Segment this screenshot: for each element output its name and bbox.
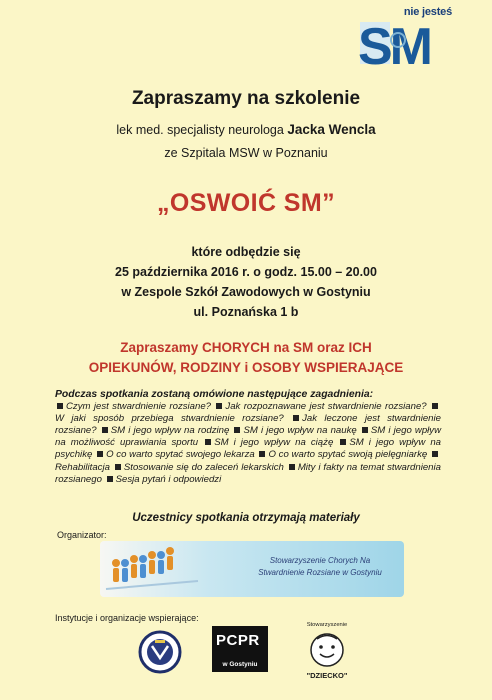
topic-item: O co warto spytać swoją pielęgniarkę (268, 449, 428, 461)
dziecko-logo-top: Stowarzyszenie (306, 622, 348, 628)
topic-item: Czym jest stwardnienie rozsiane? (66, 401, 212, 413)
topic-item: SM i jego wpływ na ciążę (214, 437, 334, 449)
pcpr-logo-text: PCPR (216, 632, 260, 649)
bullet-square-icon (57, 403, 63, 409)
topic-item: Sesja pytań i odpowiedzi (115, 473, 222, 485)
pcpr-logo (212, 626, 268, 672)
speaker-name: Jacka Wencla (287, 122, 376, 137)
nie-jestes-sm-logo (356, 6, 464, 70)
topic-item: SM i jego wpływ na psychikę (55, 437, 441, 461)
topic-item: Jak rozpoznawane jest stwardnienie rozsiane? (225, 401, 427, 413)
bullet-square-icon (216, 403, 222, 409)
event-name: „OSWOIĆ SM” (156, 189, 335, 217)
bullet-square-icon (432, 403, 438, 409)
topics-heading: Podczas spotkania zostaną omówione następujące zagadnienia: (55, 389, 374, 400)
speaker-line (0, 122, 492, 137)
bullet-square-icon (97, 451, 103, 457)
bullet-square-icon (234, 427, 240, 433)
materials-note: Uczestnicy spotkania otrzymają materiały (132, 512, 360, 524)
bullet-square-icon (289, 464, 295, 470)
bullet-square-icon (340, 439, 346, 445)
organizer-name-line-2: Stwardnienie Rozsiane w Gostyniu (258, 568, 382, 577)
organizer-name-line-1: Stowarzyszenie Chorych Na (269, 556, 371, 565)
details-intro: które odbędzie się (191, 245, 301, 259)
bullet-square-icon (102, 427, 108, 433)
svg-text:SM: SM (358, 18, 430, 70)
bullet-square-icon (432, 451, 438, 457)
page-title: Zapraszamy na szkolenie (131, 88, 361, 109)
people-chain-icon (102, 541, 242, 597)
hospital-line: ze Szpitala MSW w Poznaniu (164, 146, 328, 160)
logo-small-text: nie jesteś (403, 6, 452, 18)
support-label: Instytucje i organizacje wspierające: (55, 613, 199, 623)
topic-item: W jaki sposób przebiega stwardnienie rozsiane? (55, 413, 284, 425)
dziecko-logo (296, 622, 358, 680)
dziecko-logo-name: "DZIECKO" (306, 671, 348, 680)
topic-item: Rehabilitacja (55, 461, 110, 473)
topic-item: Stosowanie się do zaleceń lekarskich (123, 461, 284, 473)
topics-list (55, 401, 441, 486)
organizer-name (250, 555, 390, 579)
topic-item: SM i jego wpływ na możliwość uprawiania sportu (55, 425, 442, 449)
organizer-label: Organizator: (57, 530, 107, 540)
child-face-icon (307, 630, 347, 670)
bullet-square-icon (362, 427, 368, 433)
invite-line-2: OPIEKUNÓW, RODZINY i OSOBY WSPIERAJĄCE (88, 360, 404, 375)
topic-item: Mity i fakty na temat stwardnienia rozsianego (55, 461, 441, 485)
topic-item: Jak leczone jest stwardnienie rozsiane? (55, 413, 441, 437)
invite-line-1: Zapraszamy CHORYCH na SM oraz ICH (120, 340, 372, 355)
sm-logo-graphic (356, 16, 464, 70)
event-place: w Zespole Szkół Zawodowych w Gostyniu (121, 285, 371, 299)
topic-item: SM i jego wpływ na rodzinę (110, 425, 230, 437)
topic-item: O co warto spytać swojego lekarza (106, 449, 255, 461)
bullet-square-icon (293, 415, 299, 421)
bullet-square-icon (107, 476, 113, 482)
bullet-square-icon (259, 451, 265, 457)
bullet-square-icon (205, 439, 211, 445)
event-address: ul. Poznańska 1 b (193, 305, 299, 319)
school-crest-icon (138, 628, 182, 676)
event-date: 25 października 2016 r. o godz. 15.00 – 20.00 (115, 265, 377, 279)
speaker-prefix: lek med. specjalisty neurologa (116, 123, 284, 137)
topic-item: SM i jego wpływ na naukę (243, 425, 357, 437)
pcpr-logo-subtext: w Gostyniu (222, 661, 258, 668)
topics-block (55, 389, 441, 486)
bullet-square-icon (115, 464, 121, 470)
organizer-banner (100, 541, 404, 597)
